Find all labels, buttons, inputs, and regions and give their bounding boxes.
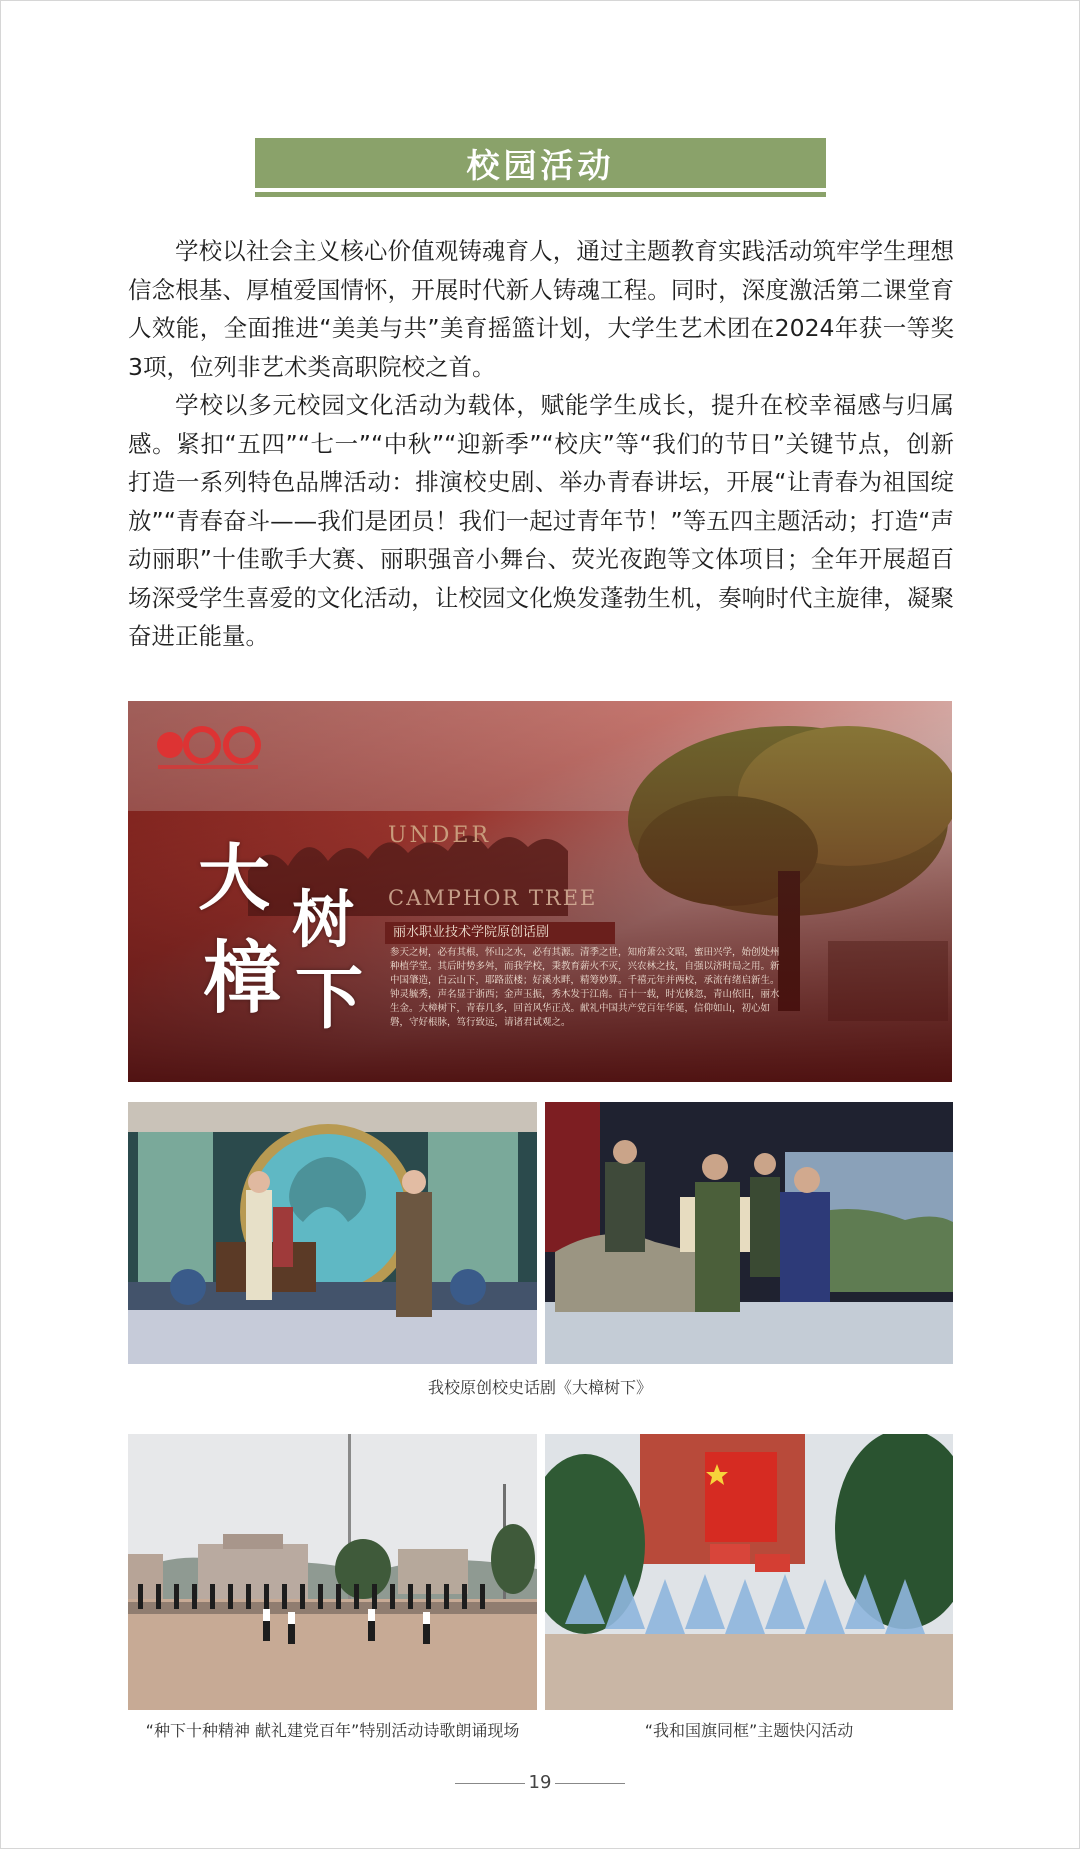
body-text	[128, 232, 954, 656]
recital-caption: “种下十种精神 献礼建党百年”特别活动诗歌朗诵现场	[145, 1721, 520, 1740]
poster-title-char-3: 树	[292, 883, 355, 956]
poster-subtitle: 丽水职业技术学院原创话剧	[385, 922, 615, 944]
drama-caption: 我校原创校史话剧《大樟树下》	[427, 1378, 652, 1397]
poster-under-text: UNDER	[388, 823, 492, 848]
poster-paragraph: 参天之树，必有其根，怀山之水，必有其源。清季之世，知府萧公文昭，蜜田兴学，始创处州种植学堂。其后时势多舛，而我学校，秉教育薪火不灭，兴农林之技，自强以济时局之用。新中国肇造，白云山下，耶路蓝楼；好溪水畔，精筹妙算。千禧元年并两校，承流有绪启新生。钟灵毓秀，声名显于浙西；金声玉振，秀木发于江南。百十一载，时光倏忽，青山依旧，丽水生金。大樟树下，青春几多，回首风华正茂。献礼中国共产党百年华诞，信仰如山，初心如磐，守好根脉，笃行致远，请诸君试观之。	[390, 947, 780, 1028]
drama-stage-photo-right	[545, 1102, 953, 1364]
paragraph-2: 学校以多元校园文化活动为载体，赋能学生成长，提升在校幸福感与归属感。紧扣“五四”“七一”“中秋”“迎新季”“校庆”等“我们的节日”关键节点，创新打造一系列特色品牌活动：排演校史剧、举办青春讲坛，开展“让青春为祖国绽放”“青春奋斗——我们是团员！我们一起过青年节！”等五四主题活动；打造“声动丽职”十佳歌手大赛、丽职强音小舞台、荧光夜跑等文体项目；全年开展超百场深受学生喜爱的文化活动，让校园文化焕发蓬勃生机，奏响时代主旋律，凝聚奋进正能量。	[128, 391, 954, 650]
recital-photo	[128, 1434, 537, 1710]
section-title-banner	[255, 138, 826, 192]
flashmob-caption: “我和国旗同框”主题快闪活动	[644, 1721, 854, 1740]
section-title: 校园活动	[466, 145, 615, 185]
poster-title-char-4: 下	[295, 959, 364, 1039]
poster-title-char-1: 大	[198, 835, 271, 920]
page-number: 19	[528, 1772, 552, 1793]
poster-title-char-2: 樟	[203, 933, 282, 1024]
poster-camphor-text: CAMPHOR TREE	[388, 886, 598, 910]
drama-stage-photo-left	[128, 1102, 537, 1364]
paragraph-1: 学校以社会主义核心价值观铸魂育人，通过主题教育实践活动筑牢学生理想信念根基、厚植爱国情怀，开展时代新人铸魂工程。同时，深度激活第二课堂育人效能，全面推进“美美与共”美育摇篮计划，大学生艺术团在2024年获一等奖3项，位列非艺术类高职院校之首。	[128, 237, 954, 381]
flashmob-photo	[545, 1434, 953, 1710]
